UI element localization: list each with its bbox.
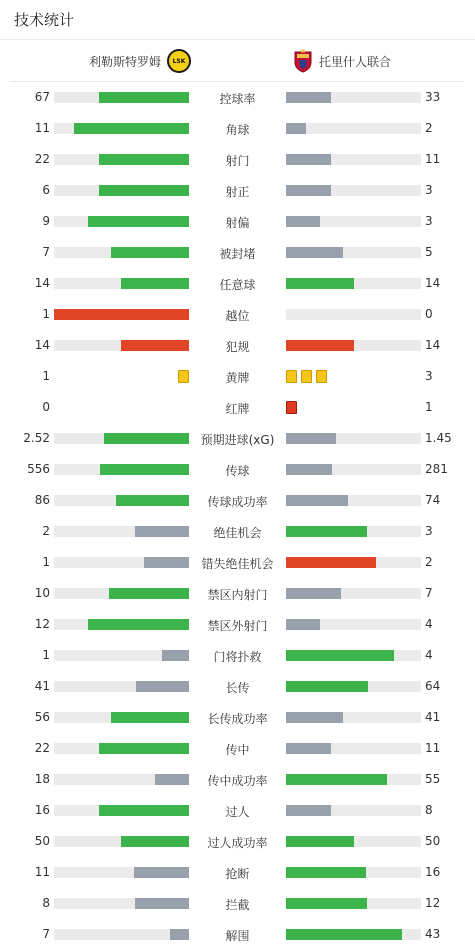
home-bar-track — [54, 216, 189, 227]
home-value: 12 — [34, 617, 50, 631]
home-bar-fill — [135, 898, 189, 909]
stat-label: 红牌 — [225, 402, 250, 416]
away-bar-track — [286, 340, 421, 351]
stat-label: 传中 — [225, 743, 250, 757]
stat-label: 角球 — [225, 123, 250, 137]
away-team-name: 托里什人联合 — [319, 54, 392, 69]
stat-row — [0, 733, 475, 764]
home-value: 6 — [42, 183, 50, 197]
home-bar-fill — [116, 495, 189, 506]
home-bar-fill — [99, 154, 189, 165]
stat-row — [0, 206, 475, 237]
stat-row — [0, 547, 475, 578]
stat-label: 越位 — [225, 309, 250, 323]
away-value: 1 — [425, 400, 433, 414]
away-bar-track — [286, 154, 421, 165]
home-value: 56 — [34, 710, 50, 724]
stat-row — [0, 795, 475, 826]
away-bar-fill — [286, 650, 394, 661]
home-value: 10 — [34, 586, 50, 600]
home-value: 2 — [42, 524, 50, 538]
stat-row — [0, 516, 475, 547]
page-title: 技术统计 — [14, 11, 75, 29]
home-bar-track — [54, 185, 189, 196]
home-cards — [178, 370, 189, 383]
away-bar-fill — [286, 681, 368, 692]
home-bar-track — [54, 681, 189, 692]
home-value: 8 — [42, 896, 50, 910]
away-bar-track — [286, 712, 421, 723]
home-bar-fill — [74, 123, 189, 134]
away-bar-track — [286, 588, 421, 599]
home-team[interactable] — [89, 49, 191, 73]
home-bar-fill — [170, 929, 189, 940]
home-value: 9 — [42, 214, 50, 228]
away-value: 64 — [425, 679, 441, 693]
home-bar-track — [54, 867, 189, 878]
away-value: 4 — [425, 617, 433, 631]
home-bar-fill — [155, 774, 189, 785]
away-value: 16 — [425, 865, 441, 879]
home-bar-fill — [104, 433, 189, 444]
away-bar-track — [286, 743, 421, 754]
home-bar-track — [54, 340, 189, 351]
away-bar-track — [286, 464, 421, 475]
away-value: 14 — [425, 338, 441, 352]
home-bar-fill — [111, 247, 189, 258]
stat-row — [0, 144, 475, 175]
away-value: 11 — [425, 741, 441, 755]
home-bar-fill — [109, 588, 189, 599]
stat-row — [0, 919, 475, 950]
home-bar-track — [54, 774, 189, 785]
stat-row — [0, 237, 475, 268]
home-bar-track — [54, 805, 189, 816]
away-value: 50 — [425, 834, 441, 848]
home-bar-track — [54, 836, 189, 847]
home-bar-track — [54, 92, 189, 103]
home-value: 1 — [42, 555, 50, 569]
yellow-card-icon — [301, 370, 312, 383]
home-bar-track — [54, 309, 189, 320]
away-bar-fill — [286, 619, 320, 630]
home-bar-track — [54, 898, 189, 909]
away-value: 3 — [425, 214, 433, 228]
away-team[interactable] — [293, 49, 391, 73]
home-bar-fill — [54, 309, 189, 320]
home-bar-track — [54, 154, 189, 165]
home-bar-track — [54, 526, 189, 537]
stat-label: 解围 — [225, 929, 250, 943]
stat-row — [0, 857, 475, 888]
home-value: 14 — [34, 338, 50, 352]
away-bar-track — [286, 278, 421, 289]
away-bar-fill — [286, 123, 306, 134]
home-value: 22 — [34, 741, 50, 755]
away-bar-fill — [286, 185, 331, 196]
stat-label: 任意球 — [219, 278, 256, 292]
away-value: 55 — [425, 772, 441, 786]
stat-row — [0, 392, 475, 423]
away-value: 7 — [425, 586, 433, 600]
away-bar-fill — [286, 464, 332, 475]
stat-row — [0, 671, 475, 702]
away-bar-fill — [286, 278, 354, 289]
stat-row — [0, 330, 475, 361]
away-value: 1.45 — [425, 431, 452, 445]
away-bar-track — [286, 898, 421, 909]
away-bar-track — [286, 123, 421, 134]
home-bar-track — [54, 464, 189, 475]
away-bar-track — [286, 557, 421, 568]
away-bar-track — [286, 526, 421, 537]
home-bar-track — [54, 650, 189, 661]
away-value: 2 — [425, 555, 433, 569]
home-value: 0 — [42, 400, 50, 414]
home-bar-track — [54, 588, 189, 599]
home-bar-fill — [99, 92, 189, 103]
stat-row — [0, 454, 475, 485]
away-value: 4 — [425, 648, 433, 662]
home-value: 11 — [34, 865, 50, 879]
red-card-icon — [286, 401, 297, 414]
stat-label: 过人 — [225, 805, 250, 819]
home-bar-track — [54, 495, 189, 506]
stats-header — [0, 0, 475, 40]
stat-label: 长传 — [225, 681, 250, 695]
stat-label: 射门 — [225, 154, 250, 168]
away-bar-track — [286, 650, 421, 661]
home-value: 86 — [34, 493, 50, 507]
stat-row — [0, 82, 475, 113]
stat-row — [0, 826, 475, 857]
stat-label: 射正 — [225, 185, 250, 199]
away-value: 11 — [425, 152, 441, 166]
home-value: 22 — [34, 152, 50, 166]
stat-row — [0, 764, 475, 795]
away-bar-track — [286, 805, 421, 816]
home-bar-fill — [111, 712, 189, 723]
stat-label: 门将扑救 — [213, 650, 262, 664]
stat-label: 射偏 — [225, 216, 250, 230]
away-value: 74 — [425, 493, 441, 507]
stat-row — [0, 578, 475, 609]
away-value: 8 — [425, 803, 433, 817]
away-bar-fill — [286, 340, 354, 351]
away-bar-fill — [286, 836, 354, 847]
home-bar-fill — [136, 681, 189, 692]
stat-label: 禁区内射门 — [207, 588, 268, 602]
home-bar-fill — [121, 278, 189, 289]
away-bar-fill — [286, 495, 348, 506]
away-bar-fill — [286, 433, 336, 444]
away-bar-track — [286, 867, 421, 878]
stat-label: 传球 — [225, 464, 250, 478]
away-bar-track — [286, 681, 421, 692]
teams-bar — [0, 41, 475, 81]
stat-row — [0, 113, 475, 144]
away-value: 12 — [425, 896, 441, 910]
home-bar-track — [54, 433, 189, 444]
home-bar-fill — [88, 216, 189, 227]
stat-label: 长传成功率 — [207, 712, 268, 726]
away-bar-track — [286, 929, 421, 940]
away-bar-fill — [286, 247, 343, 258]
away-bar-track — [286, 774, 421, 785]
away-value: 3 — [425, 183, 433, 197]
home-value: 14 — [34, 276, 50, 290]
stat-label: 控球率 — [219, 92, 256, 106]
home-bar-track — [54, 123, 189, 134]
away-value: 281 — [425, 462, 448, 476]
away-bar-track — [286, 92, 421, 103]
away-value: 0 — [425, 307, 433, 321]
stat-label: 传中成功率 — [207, 774, 268, 788]
home-bar-fill — [162, 650, 189, 661]
away-bar-fill — [286, 92, 331, 103]
stat-row — [0, 423, 475, 454]
home-value: 41 — [34, 679, 50, 693]
home-value: 11 — [34, 121, 50, 135]
home-bar-fill — [134, 867, 189, 878]
stat-row — [0, 888, 475, 919]
away-value: 33 — [425, 90, 441, 104]
stat-label: 绝佳机会 — [213, 526, 262, 540]
away-bar-fill — [286, 774, 387, 785]
home-value: 1 — [42, 369, 50, 383]
home-value: 1 — [42, 307, 50, 321]
away-bar-fill — [286, 867, 366, 878]
away-bar-track — [286, 619, 421, 630]
home-bar-track — [54, 929, 189, 940]
away-value: 41 — [425, 710, 441, 724]
stat-label: 传球成功率 — [207, 495, 268, 509]
home-team-name: 利勒斯特罗姆 — [88, 54, 161, 69]
stat-label: 错失绝佳机会 — [201, 557, 274, 571]
lsk-crest-icon: LSK — [167, 49, 191, 73]
away-value: 3 — [425, 524, 433, 538]
yellow-card-icon — [178, 370, 189, 383]
stat-label: 拦截 — [225, 898, 250, 912]
stat-label: 黄牌 — [225, 371, 250, 385]
home-bar-fill — [121, 340, 189, 351]
away-bar-track — [286, 495, 421, 506]
away-value: 14 — [425, 276, 441, 290]
home-value: 18 — [34, 772, 50, 786]
away-bar-track — [286, 216, 421, 227]
tromso-crest-icon — [293, 49, 313, 73]
away-bar-track — [286, 836, 421, 847]
home-value: 556 — [27, 462, 50, 476]
stat-row — [0, 485, 475, 516]
away-bar-fill — [286, 898, 367, 909]
home-value: 50 — [34, 834, 50, 848]
away-value: 43 — [425, 927, 441, 941]
away-bar-fill — [286, 154, 331, 165]
yellow-card-icon — [316, 370, 327, 383]
away-cards — [286, 370, 327, 383]
yellow-card-icon — [286, 370, 297, 383]
away-bar-fill — [286, 557, 376, 568]
home-bar-fill — [121, 836, 189, 847]
stat-label: 过人成功率 — [207, 836, 268, 850]
home-bar-track — [54, 278, 189, 289]
away-bar-track — [286, 309, 421, 320]
home-value: 1 — [42, 648, 50, 662]
away-value: 3 — [425, 369, 433, 383]
home-bar-fill — [135, 526, 189, 537]
home-value: 67 — [34, 90, 50, 104]
stat-row — [0, 299, 475, 330]
stat-label: 抢断 — [225, 867, 250, 881]
away-value: 2 — [425, 121, 433, 135]
away-bar-fill — [286, 743, 331, 754]
home-value: 16 — [34, 803, 50, 817]
home-value: 7 — [42, 927, 50, 941]
stat-label: 犯规 — [225, 340, 250, 354]
home-bar-fill — [100, 464, 189, 475]
away-cards — [286, 401, 297, 414]
home-bar-fill — [99, 185, 189, 196]
away-bar-fill — [286, 216, 320, 227]
stat-row — [0, 175, 475, 206]
stat-row — [0, 361, 475, 392]
stat-row — [0, 609, 475, 640]
home-bar-fill — [144, 557, 189, 568]
stat-label: 禁区外射门 — [207, 619, 268, 633]
home-bar-fill — [99, 805, 189, 816]
away-bar-fill — [286, 805, 331, 816]
stats-list — [0, 82, 475, 950]
stat-row — [0, 268, 475, 299]
home-bar-track — [54, 712, 189, 723]
away-bar-fill — [286, 929, 402, 940]
away-bar-fill — [286, 712, 343, 723]
away-value: 5 — [425, 245, 433, 259]
home-value: 2.52 — [23, 431, 50, 445]
home-value: 7 — [42, 245, 50, 259]
home-bar-track — [54, 247, 189, 258]
home-bar-track — [54, 557, 189, 568]
away-bar-fill — [286, 588, 341, 599]
away-bar-track — [286, 185, 421, 196]
stat-label: 预期进球(xG) — [200, 433, 275, 447]
away-bar-track — [286, 247, 421, 258]
home-bar-track — [54, 619, 189, 630]
home-bar-track — [54, 743, 189, 754]
stat-label: 被封堵 — [219, 247, 256, 261]
stat-row — [0, 702, 475, 733]
away-bar-track — [286, 433, 421, 444]
away-bar-fill — [286, 526, 367, 537]
stat-row — [0, 640, 475, 671]
home-bar-fill — [99, 743, 189, 754]
home-bar-fill — [88, 619, 189, 630]
